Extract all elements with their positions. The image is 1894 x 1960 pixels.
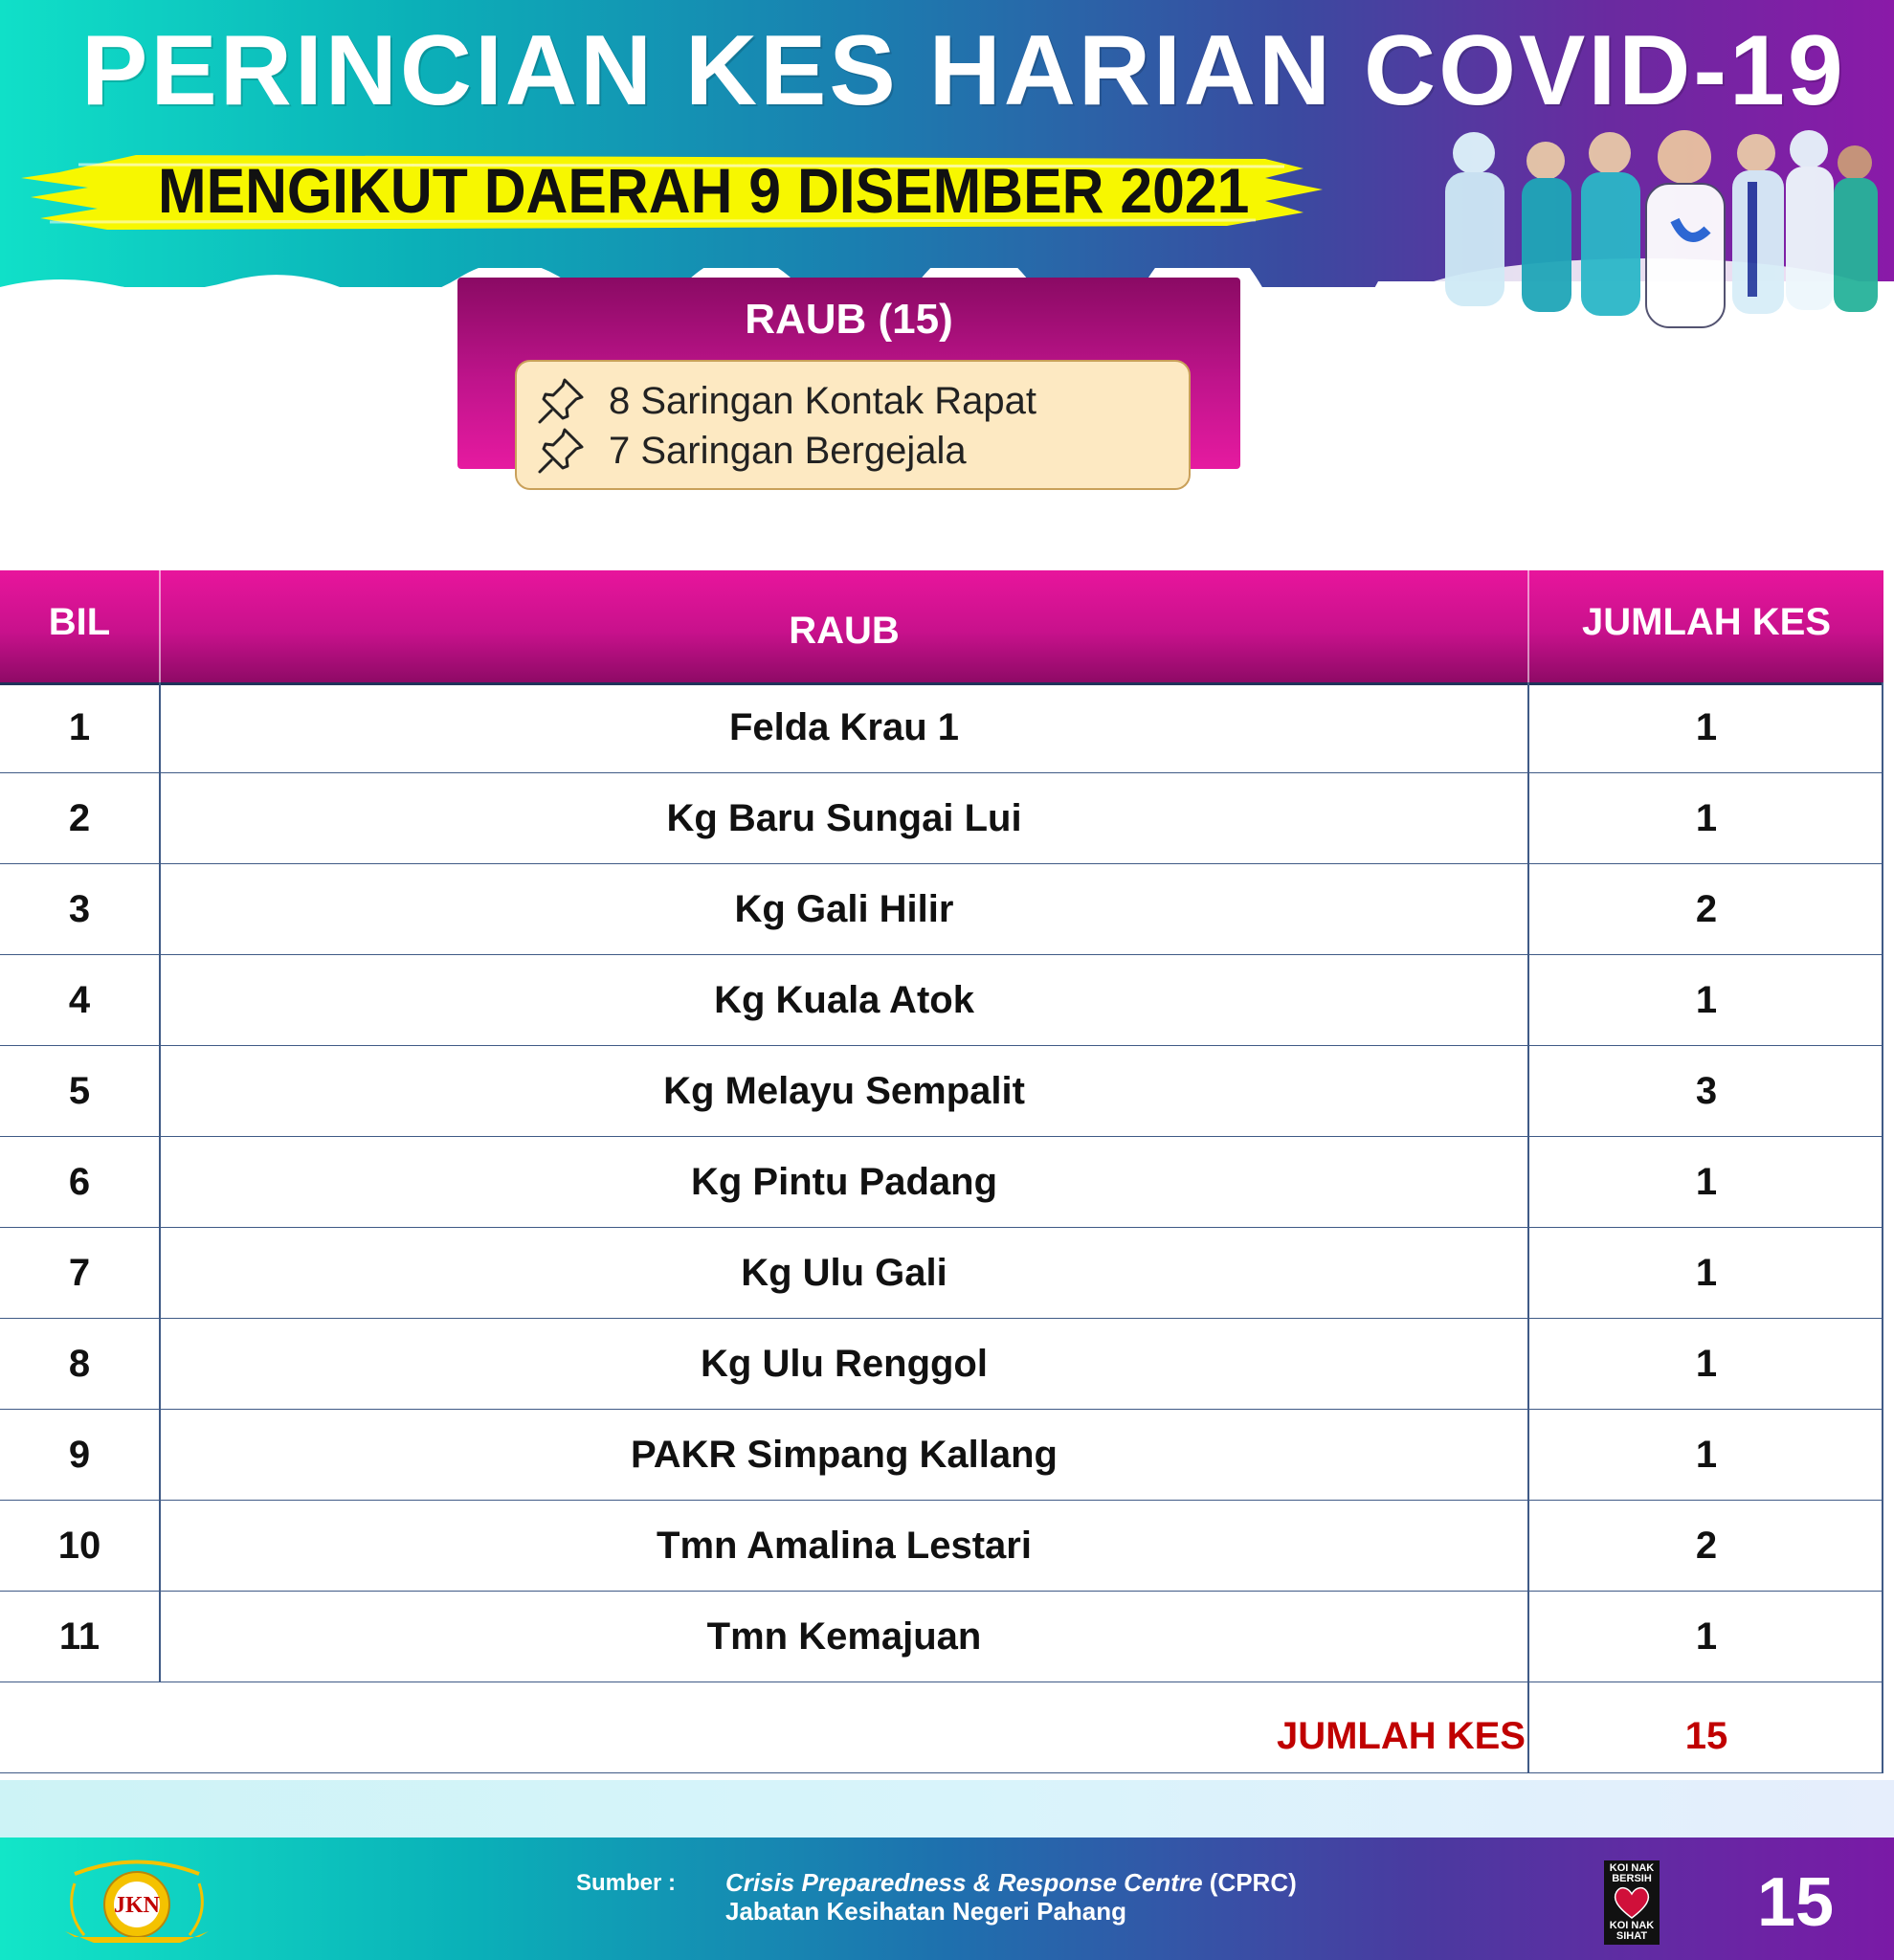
- table-row: [0, 1592, 1883, 1682]
- svg-text:JKN: JKN: [114, 1893, 160, 1918]
- cell-place: Kg Kuala Atok: [714, 979, 974, 1021]
- cell-cases: 1: [1695, 979, 1718, 1021]
- cell-cases: 1: [1695, 1615, 1718, 1658]
- pushpin-icon: [536, 376, 586, 426]
- cell-cases: 2: [1695, 1525, 1718, 1567]
- summary-item-text: 8 Saringan Kontak Rapat: [609, 379, 1036, 422]
- cell-place: Kg Melayu Sempalit: [663, 1070, 1025, 1112]
- total-value: 15: [1684, 1715, 1728, 1757]
- cell-cases: 1: [1695, 1252, 1718, 1294]
- table-row: [0, 682, 1883, 773]
- summary-item: [536, 427, 967, 475]
- cell-bil: 1: [68, 706, 91, 748]
- page-title: PERINCIAN KES HARIAN COVID-19: [81, 15, 1846, 126]
- table-row: [0, 1410, 1883, 1501]
- cell-bil: 7: [68, 1252, 91, 1294]
- table-row: [0, 773, 1883, 864]
- cell-place: Kg Ulu Renggol: [701, 1343, 988, 1385]
- table-row: [0, 864, 1883, 955]
- source-organization: [725, 1868, 1297, 1898]
- koi-nak-sihat-badge: [1604, 1860, 1660, 1945]
- table-row: [0, 1046, 1883, 1137]
- source-org-name: Crisis Preparedness & Response Centre: [725, 1868, 1203, 1897]
- jkn-logo: [56, 1855, 218, 1950]
- cell-place: Tmn Kemajuan: [706, 1615, 982, 1658]
- table-row: [0, 1228, 1883, 1319]
- cell-bil: 11: [58, 1615, 100, 1658]
- cell-bil: 6: [68, 1161, 91, 1203]
- cell-bil: 10: [57, 1525, 101, 1567]
- badge-top-text: KOI NAK BERSIH: [1609, 1862, 1655, 1884]
- badge-bottom-text: KOI NAK SIHAT: [1609, 1920, 1655, 1942]
- footer-fade: [0, 1780, 1894, 1838]
- source-org-abbr: (CPRC): [1209, 1868, 1297, 1897]
- column-header-bil: BIL: [48, 601, 111, 643]
- cell-cases: 1: [1695, 1161, 1718, 1203]
- table-header-row: [0, 570, 1883, 685]
- cell-cases: 3: [1695, 1070, 1718, 1112]
- cell-cases: 1: [1695, 797, 1718, 839]
- page-number: 15: [1757, 1864, 1835, 1941]
- heart-icon: [1613, 1885, 1651, 1920]
- cell-bil: 2: [68, 797, 91, 839]
- cell-place: Kg Ulu Gali: [741, 1252, 947, 1294]
- cell-place: Kg Baru Sungai Lui: [666, 797, 1022, 839]
- cell-cases: 1: [1695, 706, 1718, 748]
- table-row: [0, 955, 1883, 1046]
- source-label: Sumber :: [576, 1870, 677, 1896]
- pushpin-icon: [536, 426, 586, 476]
- district-summary-title: RAUB (15): [745, 296, 953, 343]
- table-total-row: [0, 1682, 1883, 1773]
- cell-bil: 5: [68, 1070, 91, 1112]
- source-department: Jabatan Kesihatan Negeri Pahang: [725, 1897, 1127, 1926]
- cell-cases: 2: [1695, 888, 1718, 930]
- grid-line: [1882, 682, 1883, 1773]
- table-row: [0, 1319, 1883, 1410]
- cell-bil: 3: [68, 888, 91, 930]
- column-header-place: RAUB: [789, 610, 900, 652]
- cell-place: PAKR Simpang Kallang: [631, 1434, 1058, 1476]
- district-summary-breakdown: [515, 360, 1191, 490]
- grid-line: [159, 682, 161, 1682]
- cell-place: Kg Gali Hilir: [734, 888, 954, 930]
- cell-place: Kg Pintu Padang: [691, 1161, 997, 1203]
- cell-place: Tmn Amalina Lestari: [657, 1525, 1032, 1567]
- table-row: [0, 1501, 1883, 1592]
- page-subtitle: MENGIKUT DAERAH 9 DISEMBER 2021: [158, 155, 1250, 226]
- grid-line: [1527, 682, 1529, 1773]
- summary-item-text: 7 Saringan Bergejala: [609, 429, 967, 472]
- cell-bil: 9: [68, 1434, 91, 1476]
- summary-item: [536, 377, 1036, 425]
- total-label: JUMLAH KES: [1276, 1715, 1526, 1757]
- column-header-cases: JUMLAH KES: [1581, 601, 1832, 643]
- cell-place: Felda Krau 1: [728, 706, 960, 748]
- table-row: [0, 1137, 1883, 1228]
- cell-bil: 4: [68, 979, 91, 1021]
- healthcare-workers-illustration: [1388, 115, 1885, 345]
- cell-cases: 1: [1695, 1343, 1718, 1385]
- cell-cases: 1: [1695, 1434, 1718, 1476]
- cell-bil: 8: [68, 1343, 91, 1385]
